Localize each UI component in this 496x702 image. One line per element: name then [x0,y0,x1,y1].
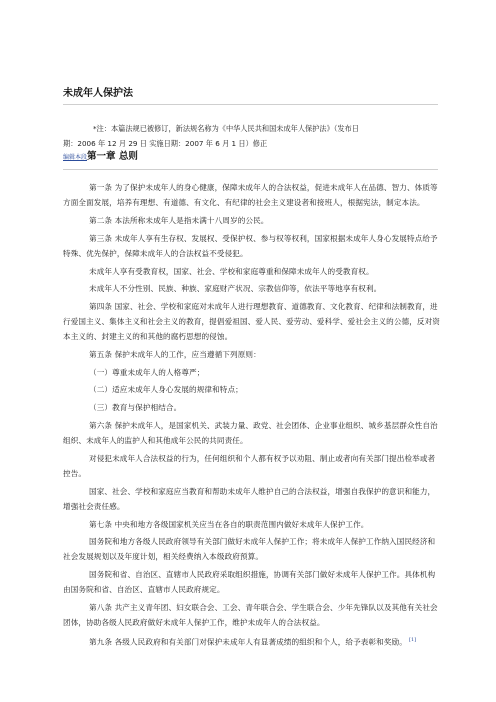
revision-note-line-2: 期：2006 年 12 月 29 日 实施日期：2007 年 6 月 1 日）修正 [63,139,268,148]
paragraph: 第七条 中央和地方各级国家机关应当在各自的职责范围内做好未成年人保护工作。 [89,519,369,529]
footnote-reference-link[interactable]: [1] [408,636,417,643]
paragraph: 第一条 为了保护未成年人的身心健康，保障未成年人的合法权益，促进未成年人在品德、智力、体质等方面全面发展，培养有理想、有道德、有文化、有纪律的社会主义建设者和接班人，根据宪法，制定本法。 [63,183,438,208]
paragraph: 第三条 未成年人享有生存权、发展权、受保护权、参与权等权利，国家根据未成年人身心发展特点给予特殊、优先保护，保障未成年人的合法权益不受侵犯。 [63,233,438,258]
paragraph: 国务院和地方各级人民政府领导有关部门做好未成年人保护工作；将未成年人保护工作纳入国民经济和社会发展规划以及年度计划，相关经费纳入本级政府预算。 [63,537,436,562]
paragraph: 第四条 国家、社会、学校和家庭对未成年人进行理想教育、道德教育、文化教育、纪律和法制教育，进行爱国主义、集体主义和社会主义的教育，提倡爱祖国、爱人民、爱劳动、爱科学、爱社会主义的公德，反对资本主义的、封建主义的和其他的腐朽思想的侵蚀。 [63,301,440,342]
paragraph-with-footnote [63,633,441,650]
paragraph: 未成年人享有受教育权，国家、社会、学校和家庭尊重和保障未成年人的受教育权。 [89,266,374,276]
law-body [63,180,441,652]
paragraph-text: 第九条 各级人民政府和有关部门对保护未成年人有显著成绩的组织和个人，给予表彰和奖励。 [89,637,407,647]
paragraph: 国家、社会、学校和家庭应当教育和帮助未成年人维护自己的合法权益，增强自我保护的意识和能力，增强社会责任感。 [63,486,436,511]
edit-section-link[interactable]: 编辑本段 [63,154,88,161]
title-divider [63,104,438,105]
paragraph: 对侵犯未成年人合法权益的行为，任何组织和个人都有权予以劝阻、制止或者向有关部门提出检举或者控告。 [63,453,436,478]
chapter-title: 第一章 总则 [87,151,138,162]
principle-item: （一）尊重未成年人的人格尊严； [89,367,205,377]
document-title: 未成年人保护法 [63,88,133,99]
paragraph: 第二条 本法所称未成年人是指未满十八周岁的公民。 [89,215,269,225]
paragraph: 第八条 共产主义青年团、妇女联合会、工会、青年联合会、学生联合会、少年先锋队以及其他有关社会团体，协助各级人民政府做好未成年人保护工作，维护未成年人的合法权益。 [63,603,438,628]
principle-item: （二）适应未成年人身心发展的规律和特点； [89,385,243,395]
principle-item: （三）教育与保护相结合。 [89,403,182,413]
chapter-heading [63,148,138,162]
paragraph: 未成年人不分性别、民族、种族、家庭财产状况、宗教信仰等，依法平等地享有权利。 [89,284,382,294]
revision-note [63,121,443,151]
paragraph: 国务院和省、自治区、直辖市人民政府采取组织措施，协调有关部门做好未成年人保护工作。具体机构由国务院和省、自治区、直辖市人民政府规定。 [63,570,436,595]
chapter-divider [63,169,438,170]
paragraph: 第五条 保护未成年人的工作，应当遵循下列原则： [89,350,261,360]
paragraph: 第六条 保护未成年人，是国家机关、武装力量、政党、社会团体、企业事业组织、城乡基层群众性自治组织、未成年人的监护人和其他成年公民的共同责任。 [63,420,438,446]
revision-note-line-1: *注：本篇法规已被修订，新法规名称为《中华人民共和国未成年人保护法》（发布日 [93,124,359,133]
